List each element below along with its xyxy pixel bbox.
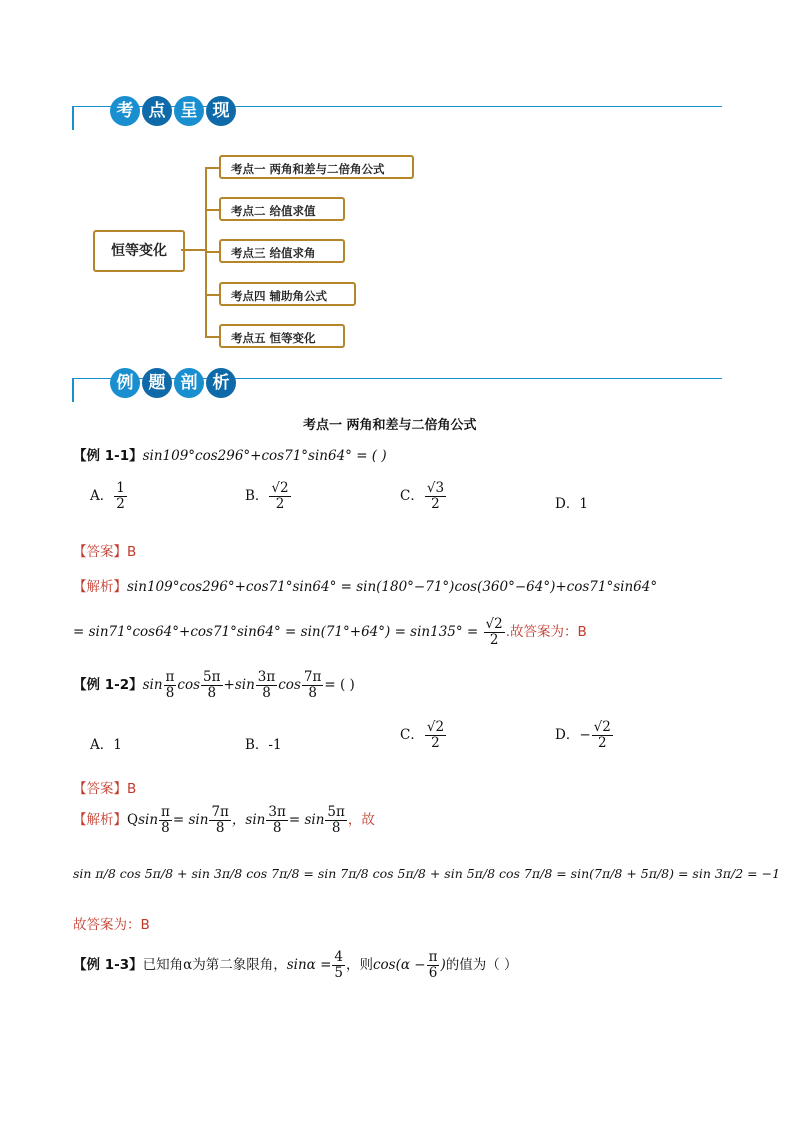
example-1-1-question <box>73 444 387 464</box>
fraction <box>332 950 345 981</box>
fraction <box>159 805 172 836</box>
example-1-2-analysis <box>73 805 375 836</box>
section-banner-exam-points <box>72 96 722 136</box>
numerator: 7π <box>211 804 229 820</box>
fraction <box>425 720 446 751</box>
math-text: = ( ) <box>324 676 355 693</box>
banner-char: 呈 <box>174 96 204 126</box>
denominator: 8 <box>331 819 341 836</box>
mindmap-leaf: 考点一 两角和差与二倍角公式 <box>219 155 414 179</box>
denominator: 8 <box>165 684 175 701</box>
mindmap-connector <box>205 294 219 296</box>
option-letter: D．− <box>555 726 591 743</box>
denominator: 8 <box>207 684 217 701</box>
denominator: 2 <box>597 734 607 751</box>
example-1-1-analysis <box>73 575 657 595</box>
numerator: √2 <box>485 616 503 632</box>
analysis-label: 【解析】 <box>73 579 127 595</box>
answer-label: 【答案】 <box>73 781 127 797</box>
option-letter: C． <box>400 487 424 504</box>
numerator: π <box>161 804 170 820</box>
banner-corner <box>72 106 74 130</box>
option-c <box>400 720 447 751</box>
mindmap-connector <box>205 209 219 211</box>
analysis-conclusion: .故答案为：B <box>505 623 587 640</box>
answer-value: B <box>127 544 137 560</box>
denominator: 8 <box>262 684 271 701</box>
numerator: 4 <box>334 949 343 965</box>
numerator: π <box>165 669 175 685</box>
answer-label: 【答案】 <box>73 544 127 560</box>
example-1-1-answer <box>73 540 136 560</box>
option-letter: B． <box>245 487 269 504</box>
example-1-2-question <box>73 670 355 701</box>
mindmap-leaf: 考点三 给值求角 <box>219 239 345 263</box>
example-label: 【例 1-1】 <box>73 448 143 464</box>
analysis-line: = sin71°cos64°+cos71°sin64° = sin(71°+64°) = sin135° = <box>73 623 479 640</box>
numerator: √2 <box>271 480 289 496</box>
fraction <box>269 481 290 512</box>
math-text: cos(α − <box>372 956 426 973</box>
fraction <box>325 805 346 836</box>
answer-value: B <box>127 781 137 797</box>
banner-char: 例 <box>110 368 140 398</box>
denominator: 8 <box>308 684 317 701</box>
mindmap-root: 恒等变化 <box>93 230 185 272</box>
option-c <box>400 481 447 512</box>
math-text: sinα = <box>286 956 332 973</box>
example-1-3-question <box>73 950 518 981</box>
question-text: 的值为（ ） <box>445 956 518 973</box>
denominator: 2 <box>431 495 440 512</box>
fraction <box>592 720 613 751</box>
banner-char: 现 <box>206 96 236 126</box>
numerator: 3π <box>257 669 276 685</box>
numerator: 5π <box>203 669 221 685</box>
example-1-2-conclusion: 故答案为：B <box>73 917 150 933</box>
example-1-2-answer <box>73 777 136 797</box>
option-b <box>245 481 292 512</box>
option-letter: A． <box>90 487 114 504</box>
math-text: sin <box>138 811 159 828</box>
denominator: 5 <box>334 964 343 981</box>
numerator: 7π <box>303 669 322 685</box>
option-a <box>90 481 128 512</box>
numerator: π <box>428 949 438 965</box>
fraction <box>114 481 127 512</box>
math-text: Q <box>127 811 139 828</box>
option-letter: C． <box>400 726 424 743</box>
question-text: sin109°cos296°+cos71°sin64° = ( ) <box>142 448 387 464</box>
fraction <box>266 805 287 836</box>
mindmap-connector <box>205 251 219 253</box>
math-text: = sin <box>172 811 209 828</box>
mindmap-leaf: 考点四 辅助角公式 <box>219 282 356 306</box>
question-text: 已知角α为第二象限角， <box>142 956 287 973</box>
banner-char: 剖 <box>174 368 204 398</box>
math-text: cos <box>278 676 301 693</box>
mindmap-leaf: 考点二 给值求值 <box>219 197 345 221</box>
fraction <box>201 670 222 701</box>
denominator: 2 <box>116 495 125 512</box>
fraction <box>484 617 505 648</box>
math-text: cos <box>177 676 201 693</box>
banner-char: 点 <box>142 96 172 126</box>
example-1-2-analysis-line2: sin π/8 cos 5π/8 + sin 3π/8 cos 7π/8 = sin 7π/8 cos 5π/8 + sin 5π/8 cos 7π/8 = sin(7π/8 + 5π/8) = sin 3π/2 = −1 <box>73 866 781 881</box>
denominator: 2 <box>431 734 440 751</box>
fraction <box>302 670 323 701</box>
mindmap-connector <box>205 167 219 169</box>
math-text: sin <box>142 676 163 693</box>
example-label: 【例 1-3】 <box>73 956 143 973</box>
denominator: 8 <box>161 819 170 836</box>
option-d <box>555 720 614 751</box>
section-banner-examples <box>72 368 722 408</box>
numerator: √2 <box>426 719 445 735</box>
fraction <box>425 481 446 512</box>
example-1-1-analysis-line2 <box>73 617 587 648</box>
numerator: 1 <box>116 480 125 496</box>
banner-char: 考 <box>110 96 140 126</box>
fraction <box>427 950 440 981</box>
question-text: ，则 <box>345 956 373 973</box>
mindmap-connector <box>181 249 205 251</box>
numerator: 5π <box>327 804 345 820</box>
denominator: 6 <box>428 964 438 981</box>
option-a: A．1 <box>90 737 122 753</box>
option-d: D．1 <box>555 496 588 512</box>
analysis-label: 【解析】 <box>73 811 127 828</box>
fraction <box>164 670 177 701</box>
denominator: 8 <box>215 819 225 836</box>
math-text: = sin <box>288 811 325 828</box>
mindmap-connector <box>205 336 219 338</box>
banner-corner <box>72 378 74 402</box>
denominator: 2 <box>489 631 499 648</box>
section-title: 考点一 两角和差与二倍角公式 <box>303 418 477 433</box>
denominator: 8 <box>272 819 282 836</box>
numerator: √2 <box>593 719 611 735</box>
banner-char: 题 <box>142 368 172 398</box>
example-label: 【例 1-2】 <box>73 676 143 693</box>
fraction <box>256 670 277 701</box>
analysis-line: sin109°cos296°+cos71°sin64° = sin(180°−71°)cos(360°−64°)+cos71°sin64° <box>127 579 658 595</box>
mindmap-leaf: 考点五 恒等变化 <box>219 324 345 348</box>
banner-char: 析 <box>206 368 236 398</box>
numerator: √3 <box>426 480 445 496</box>
math-text: ，sin <box>231 811 266 828</box>
denominator: 2 <box>275 495 285 512</box>
math-text: +sin <box>223 676 255 693</box>
fraction <box>209 805 230 836</box>
math-text: ，故 <box>347 811 375 828</box>
numerator: 3π <box>268 804 286 820</box>
option-b: B．-1 <box>245 737 282 753</box>
math-text: ) <box>440 956 446 973</box>
